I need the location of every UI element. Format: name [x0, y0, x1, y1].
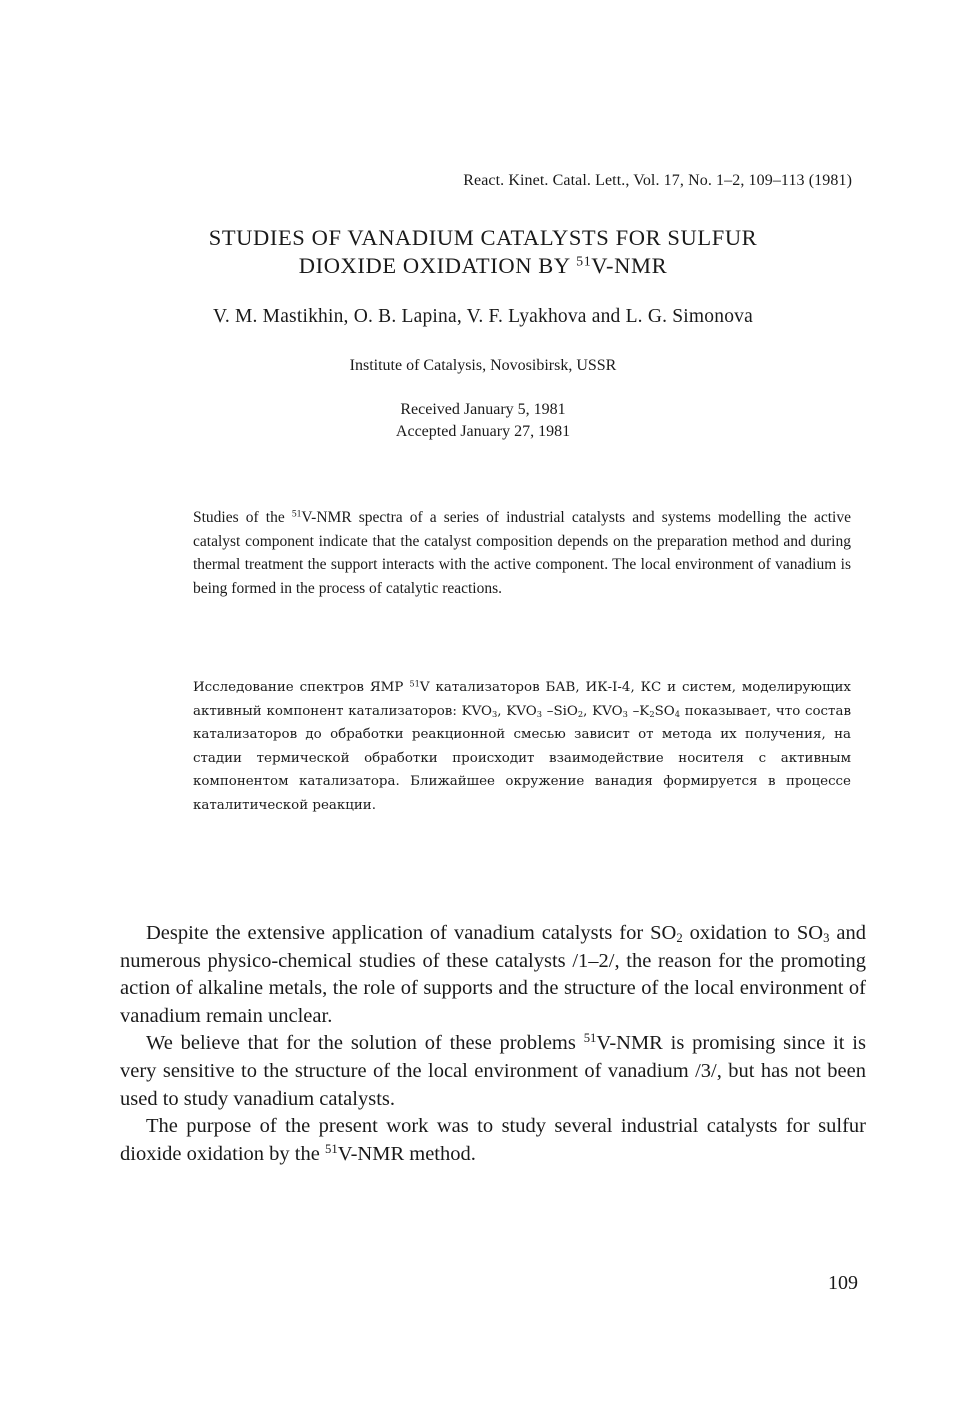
- page-number: 109: [828, 1272, 858, 1294]
- body-paragraph-1: Despite the extensive application of vanadium catalysts for $SO_2$ oxidation to $SO_3$ and numerous physico-chemical studies of these catalysts /1–2/, the reason for the promoting action of alkaline metals, the role of supports and the structure of the local environment of vanadium remain unclear.: [120, 922, 866, 1027]
- body-paragraph-2: We believe that for the solution of these problems $^{51}$V-NMR is promising since it is very sensitive to the structure of the local environment of vanadium /3/, but has not been used to study vanadium catalysts.: [120, 1031, 866, 1110]
- body-text: [120, 920, 866, 1168]
- body-paragraph-3: The purpose of the present work was to study several industrial catalysts for sulfur dioxide oxidation by the $^{51}$V-NMR method.: [120, 1115, 866, 1165]
- affiliation: Institute of Catalysis, Novosibirsk, USSR: [349, 357, 617, 374]
- received-date: Received January 5, 1981: [400, 401, 566, 418]
- paper-title: [0, 224, 966, 280]
- abstract-russian: Исследование спектров ЯМР $^{51}$V катализаторов БАВ, ИК-I-4, КС и систем, моделирующих активный компонент катализаторов: $KVO_3$, $KVO_3$ –SiO$_2$, $KVO_3$ $-K_2SO_4$ показывает, что состав катализаторов до обработки реакционной смесью зависит от метода их получения, на стадии термической обработки происходит взаимодействие носителя с активным компонентом катализатора. Ближайшее окружение ванадия формируется в процессе каталитической реакции.: [193, 678, 851, 813]
- journal-citation: React. Kinet. Catal. Lett., Vol. 17, No. 1–2, 109–113 (1981): [463, 172, 852, 189]
- accepted-date: Accepted January 27, 1981: [395, 423, 571, 440]
- title-line-2: DIOXIDE OXIDATION BY $^{51}$V-NMR: [298, 253, 668, 278]
- author-list: V. M. Mastikhin, O. B. Lapina, V. F. Lyakhova and L. G. Simonova: [213, 306, 753, 327]
- title-line-1: STUDIES OF VANADIUM CATALYSTS FOR SULFUR: [208, 225, 758, 250]
- publication-dates: [0, 399, 966, 443]
- abstract-english: Studies of the $^{51}$V-NMR spectra of a series of industrial catalysts and systems modelling the active catalyst component indicate that the catalyst composition depends on the preparation method and during thermal treatment the support interacts with the active component. The local environment of vanadium is being formed in the process of catalytic reactions.: [193, 508, 851, 597]
